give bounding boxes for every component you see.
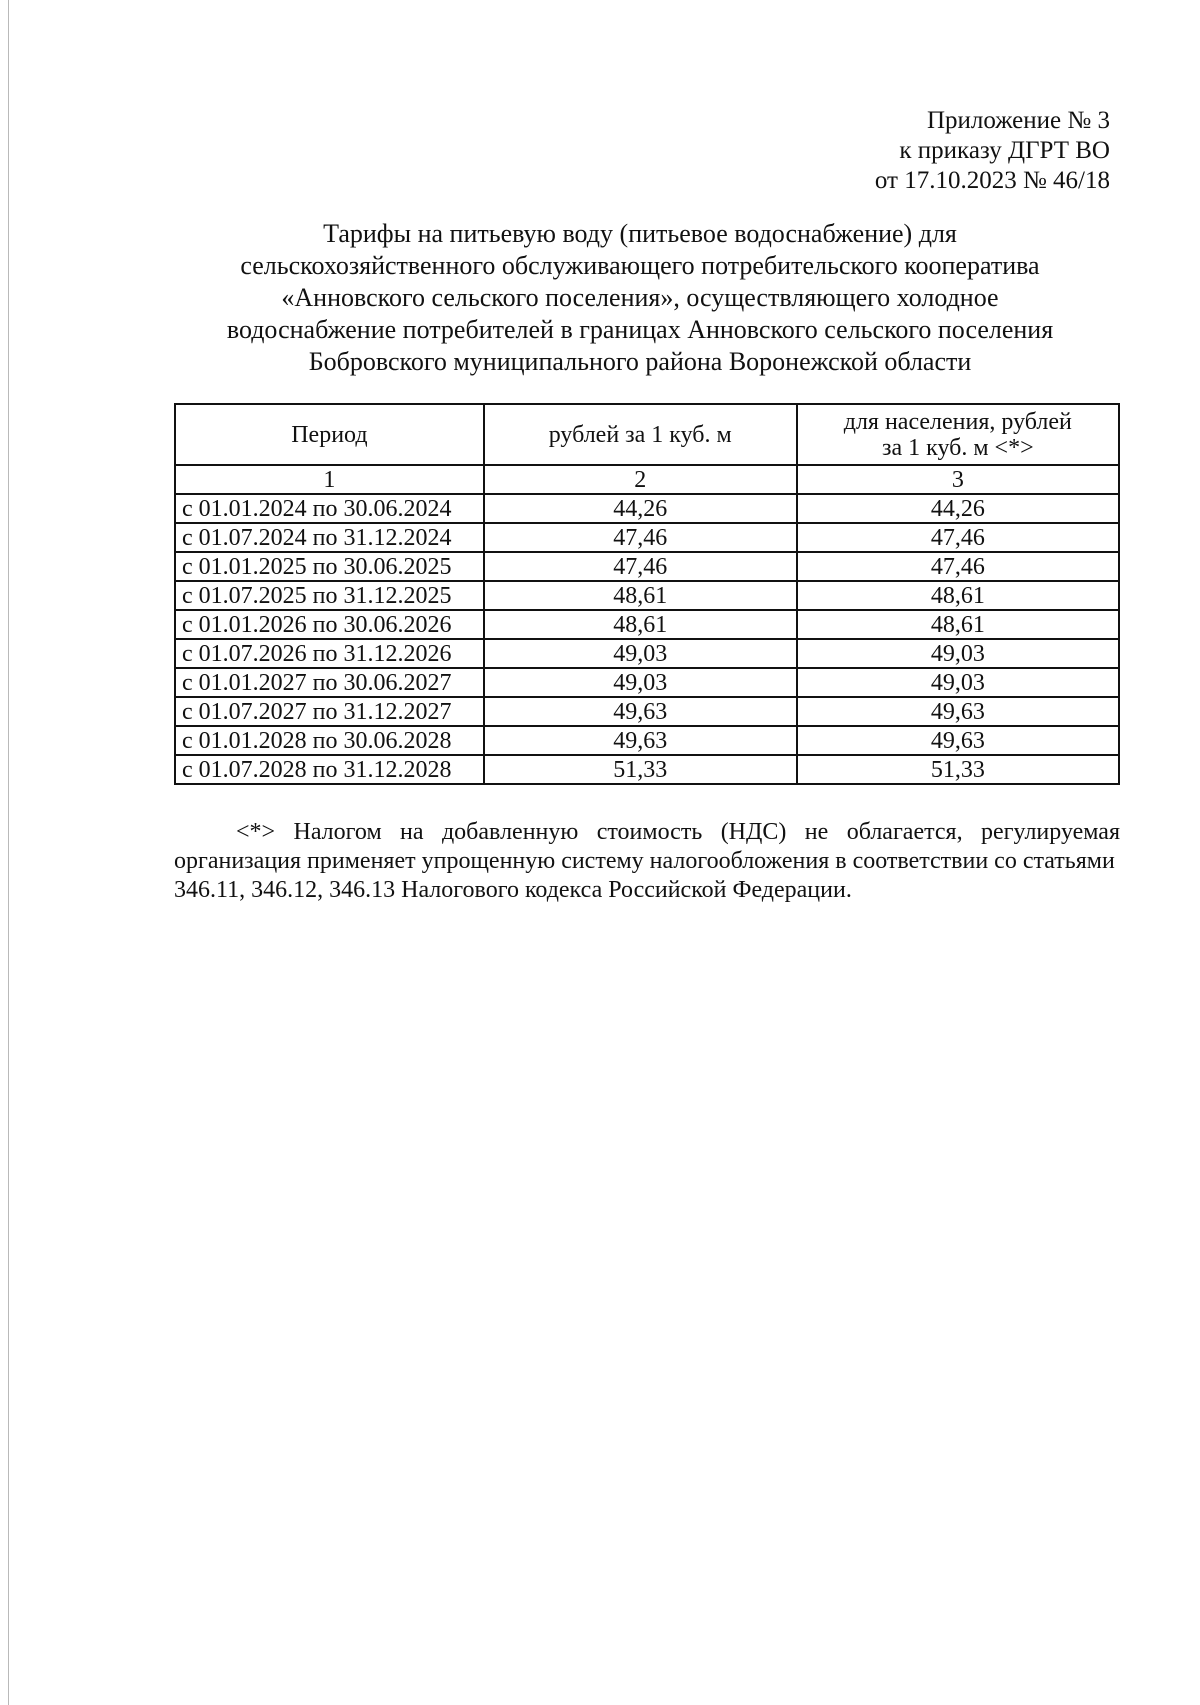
- tariffs-table: [174, 403, 1120, 785]
- footnote-line: организация применяет упрощенную систему налогообложения в соответствии со статьями: [174, 848, 1115, 874]
- column-number-row: [175, 465, 1119, 494]
- page-edge-line: [8, 0, 9, 1705]
- table-row: [175, 523, 1119, 552]
- header-period: Период: [175, 404, 484, 465]
- appendix-order: к приказу ДГРТ ВО: [899, 137, 1110, 164]
- period-cell: с 01.01.2026 по 30.06.2026: [175, 610, 484, 639]
- period-cell: с 01.07.2028 по 31.12.2028: [175, 755, 484, 784]
- rate-cell: 51,33: [484, 755, 797, 784]
- rate-cell: 47,46: [484, 523, 797, 552]
- period-cell: с 01.01.2028 по 30.06.2028: [175, 726, 484, 755]
- header-population-line2: за 1 куб. м <*>: [882, 434, 1034, 461]
- rate-cell: 49,63: [484, 726, 797, 755]
- footnote-line: 346.11, 346.12, 346.13 Налогового кодекса Российской Федерации.: [174, 877, 852, 903]
- rate-cell: 49,03: [484, 639, 797, 668]
- appendix-reference: [875, 106, 1110, 196]
- population-rate-cell: 47,46: [797, 523, 1119, 552]
- title-line: «Анновского сельского поселения», осуществляющего холодное: [281, 283, 999, 312]
- title-line: Тарифы на питьевую воду (питьевое водоснабжение) для: [323, 219, 957, 248]
- rate-cell: 48,61: [484, 581, 797, 610]
- period-cell: с 01.07.2024 по 31.12.2024: [175, 523, 484, 552]
- table-row: [175, 610, 1119, 639]
- population-rate-cell: 49,63: [797, 697, 1119, 726]
- population-rate-cell: 44,26: [797, 494, 1119, 523]
- footnote-line: <*> Налогом на добавленную стоимость (НДС) не облагается, регулируемая: [236, 819, 1120, 845]
- header-population-line1: для населения, рублей: [843, 408, 1072, 435]
- period-cell: с 01.07.2025 по 31.12.2025: [175, 581, 484, 610]
- title-line: водоснабжение потребителей в границах Анновского сельского поселения: [226, 315, 1054, 344]
- population-rate-cell: 48,61: [797, 581, 1119, 610]
- table-row: [175, 755, 1119, 784]
- table-row: [175, 494, 1119, 523]
- period-cell: с 01.07.2026 по 31.12.2026: [175, 639, 484, 668]
- footnote: [174, 818, 1120, 905]
- document-title: [160, 218, 1120, 378]
- population-rate-cell: 48,61: [797, 610, 1119, 639]
- column-number: 3: [797, 465, 1119, 494]
- population-rate-cell: 49,03: [797, 668, 1119, 697]
- period-cell: с 01.07.2027 по 31.12.2027: [175, 697, 484, 726]
- table-row: [175, 581, 1119, 610]
- appendix-date: от 17.10.2023 № 46/18: [874, 167, 1110, 194]
- period-cell: с 01.01.2024 по 30.06.2024: [175, 494, 484, 523]
- rate-cell: 47,46: [484, 552, 797, 581]
- table-header-row: [175, 404, 1119, 465]
- population-rate-cell: 47,46: [797, 552, 1119, 581]
- header-rate: рублей за 1 куб. м: [484, 404, 797, 465]
- table-row: [175, 639, 1119, 668]
- population-rate-cell: 49,63: [797, 726, 1119, 755]
- period-cell: с 01.01.2027 по 30.06.2027: [175, 668, 484, 697]
- column-number: 2: [484, 465, 797, 494]
- title-line: сельскохозяйственного обслуживающего потребительского кооператива: [240, 251, 1040, 280]
- column-number: 1: [175, 465, 484, 494]
- period-cell: с 01.01.2025 по 30.06.2025: [175, 552, 484, 581]
- table-row: [175, 697, 1119, 726]
- population-rate-cell: 51,33: [797, 755, 1119, 784]
- rate-cell: 48,61: [484, 610, 797, 639]
- header-population: [797, 404, 1119, 465]
- rate-cell: 49,63: [484, 697, 797, 726]
- appendix-number: Приложение № 3: [926, 107, 1110, 134]
- rate-cell: 44,26: [484, 494, 797, 523]
- table-row: [175, 726, 1119, 755]
- rate-cell: 49,03: [484, 668, 797, 697]
- table-row: [175, 668, 1119, 697]
- table-row: [175, 552, 1119, 581]
- title-line: Бобровского муниципального района Воронежской области: [308, 347, 972, 376]
- population-rate-cell: 49,03: [797, 639, 1119, 668]
